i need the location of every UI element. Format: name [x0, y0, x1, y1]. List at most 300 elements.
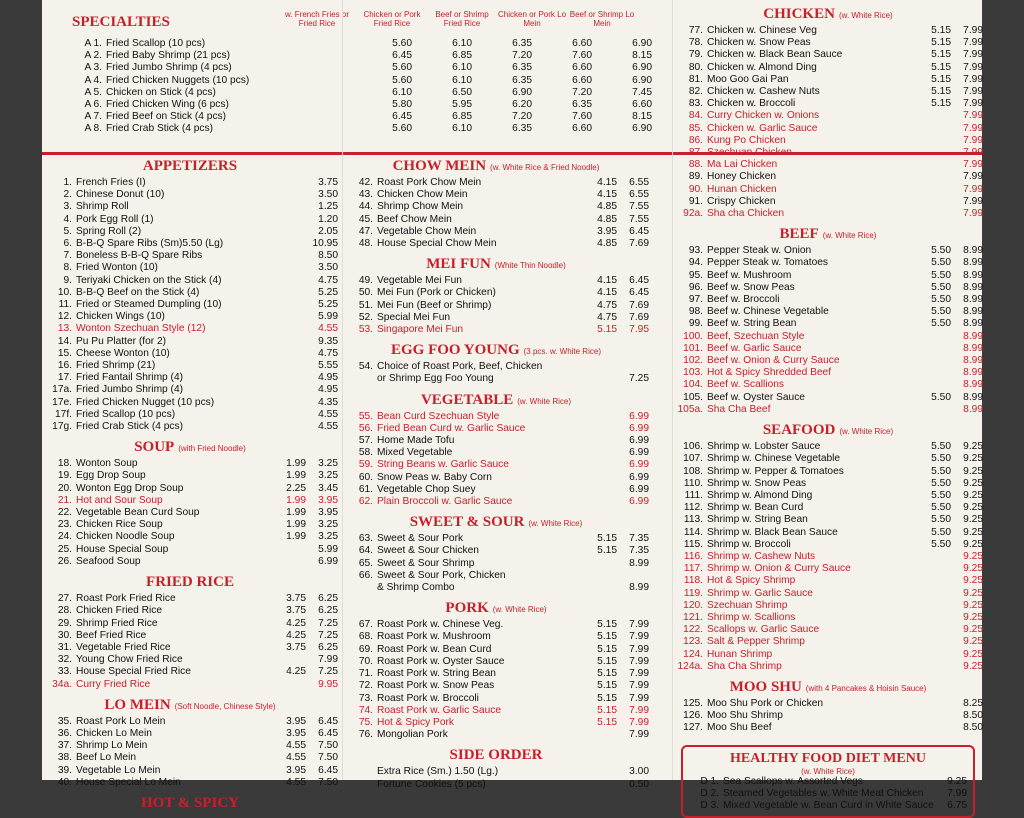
item-price-pt: [919, 612, 951, 624]
item-number: 123.: [683, 636, 703, 648]
item-price-pt: [919, 196, 951, 208]
item-price: 5.95: [452, 99, 472, 111]
menu-item-row: [343, 533, 649, 545]
section-title: [673, 422, 983, 439]
item-number: 94.: [688, 257, 703, 269]
item-number: 76.: [358, 729, 373, 741]
menu-item-row: [343, 656, 649, 668]
menu-item-row: [673, 453, 983, 465]
item-number: 17f.: [55, 408, 72, 420]
menu-item-row: [673, 514, 983, 526]
item-number: 38.: [57, 752, 72, 764]
item-number: 78.: [688, 37, 703, 49]
item-price-qt: 7.99: [629, 668, 649, 680]
menu-item-row: [42, 336, 338, 348]
item-price-qt: 6.99: [629, 483, 649, 495]
menu-item-row: [42, 397, 338, 409]
menu-item-row: [42, 262, 338, 274]
item-price-pt: [919, 588, 951, 600]
menu-item-row: [673, 171, 983, 183]
menu-item-row: [343, 582, 649, 594]
menu-item-row: [673, 612, 983, 624]
menu-item-row: [42, 458, 338, 470]
item-price-qt: 6.45: [629, 225, 649, 237]
item-name: & Shrimp Combo: [377, 582, 455, 594]
item-number: 20.: [57, 482, 72, 494]
item-price-pt: 4.15: [597, 287, 617, 299]
item-price-qt: 9.25: [963, 489, 983, 501]
item-name: Boneless B-B-Q Spare Ribs: [76, 250, 203, 262]
item-price-qt: 7.25: [318, 666, 338, 678]
menu-item-row: [673, 698, 983, 710]
item-price: 6.10: [452, 62, 472, 74]
item-price-qt: 3.00: [629, 766, 649, 778]
menu-item-row: [343, 644, 649, 656]
item-number: 113.: [683, 514, 703, 526]
item-name: Wonton Soup: [76, 458, 138, 470]
item-price-qt: 7.99: [629, 655, 649, 667]
menu-item-row: [42, 495, 338, 507]
item-number: 65.: [358, 557, 373, 569]
menu-item-row: [673, 527, 983, 539]
diet-item-row: [689, 776, 967, 788]
item-name: Moo Shu Beef: [707, 722, 772, 734]
item-price-pt: 4.15: [597, 177, 617, 188]
item-number: 115.: [683, 538, 703, 550]
item-number: A 6.: [84, 99, 102, 111]
item-name: Beef w. Snow Peas: [707, 281, 795, 293]
item-price-qt: 6.99: [629, 471, 649, 483]
item-number: 108.: [683, 465, 703, 477]
item-price: 6.60: [572, 74, 592, 86]
item-name: Shrimp w. Garlic Sauce: [707, 587, 813, 599]
specialties-header: Beef or Shrimp Lo Mein: [569, 10, 635, 28]
item-price-qt: 9.25: [963, 550, 983, 562]
item-number: 9.: [63, 274, 72, 286]
item-name: Roast Pork w. String Bean: [377, 668, 496, 680]
menu-item-row: [42, 679, 338, 691]
item-name: Mixed Vegetable w. Bean Curd in White Sauce: [723, 799, 934, 811]
menu-item-row: [42, 642, 338, 654]
item-name: B-B-Q Spare Ribs (Sm)5.50 (Lg): [76, 238, 224, 250]
menu-item-row: [343, 238, 649, 250]
menu-item-row: [343, 766, 649, 778]
menu-item-row: [343, 558, 649, 570]
item-name: Vegetable Fried Rice: [76, 641, 171, 653]
item-number: 49.: [358, 275, 373, 287]
item-name: Shrimp w. Broccoli: [707, 538, 791, 550]
item-name: Kung Po Chicken: [707, 134, 786, 146]
item-number: 31.: [57, 641, 72, 653]
item-price-qt: 9.25: [963, 502, 983, 514]
specialties-header: Chicken or Pork Lo Mein: [497, 10, 567, 28]
item-price-qt: 7.50: [318, 740, 338, 752]
item-number: 127.: [683, 722, 703, 734]
mooshu-title: MOO SHU: [729, 678, 802, 695]
item-price: 7.20: [512, 111, 532, 123]
item-number: 43.: [358, 189, 373, 201]
lomein-note: (Soft Noodle, Chinese Style): [174, 701, 276, 711]
menu-item-row: [343, 324, 649, 336]
item-name: Plain Broccoli w. Garlic Sauce: [377, 496, 513, 508]
item-number: 2.: [63, 189, 72, 201]
item-price: 7.60: [572, 50, 592, 62]
item-price-pt: 3.95: [286, 715, 306, 727]
item-price-qt: 8.99: [963, 330, 983, 342]
menu-item-row: [673, 710, 983, 722]
meifun-note: (White Thin Noodle): [494, 261, 566, 271]
item-name: Roast Pork Lo Mein: [76, 715, 166, 727]
item-price-pt: 4.85: [597, 213, 617, 225]
item-price-qt: 9.95: [318, 678, 338, 690]
item-price-pt: [274, 654, 306, 666]
item-number: 12.: [57, 311, 72, 323]
item-number: 36.: [57, 727, 72, 739]
menu-item-row: [673, 624, 983, 636]
item-number: 5.: [63, 225, 72, 237]
item-name: Sha cha Chicken: [707, 208, 785, 220]
item-name: or Shrimp Egg Foo Young: [377, 373, 494, 385]
menu-item-row: [42, 630, 338, 642]
item-number: 88.: [688, 159, 703, 171]
item-price: 6.90: [632, 38, 652, 49]
menu-item-row: [343, 472, 649, 484]
item-price-pt: [585, 570, 617, 582]
section-title: [673, 226, 983, 243]
item-price-qt: 8.99: [629, 582, 649, 594]
item-price-qt: 3.25: [318, 470, 338, 482]
section-title: [343, 600, 649, 617]
menu-item-row: [673, 539, 983, 551]
item-number: 70.: [358, 655, 373, 667]
item-number: 4.: [63, 213, 72, 225]
item-price: 5.60: [392, 62, 412, 74]
menu-item-row: [42, 238, 338, 250]
menu-item-row: [42, 507, 338, 519]
item-number: 71.: [358, 668, 373, 680]
item-price-qt: 7.25: [629, 373, 649, 385]
menu-item-row: [42, 201, 338, 213]
item-name: Fried Scallop (10 pcs): [106, 38, 206, 49]
item-price: 7.20: [512, 50, 532, 62]
item-price-qt: 9.25: [963, 611, 983, 623]
item-price-pt: [919, 135, 951, 147]
item-name: House Special Lo Mein: [76, 776, 181, 788]
item-price-pt: 3.75: [286, 593, 306, 605]
menu-item-row: [343, 496, 649, 508]
item-name: Chicken w. Cashew Nuts: [707, 86, 820, 98]
item-name: Cheese Wonton (10): [76, 347, 170, 359]
item-price-qt: 6.99: [629, 447, 649, 459]
item-name: Shrimp w. Cashew Nuts: [707, 550, 816, 562]
menu-item-row: [343, 570, 649, 582]
menu-item-row: [673, 62, 983, 74]
item-price-qt: 8.99: [629, 557, 649, 569]
menu-item-row: [343, 693, 649, 705]
item-price-qt: 6.55: [629, 177, 649, 188]
item-name: Mongolian Pork: [377, 729, 448, 741]
menu-item-row: [673, 466, 983, 478]
item-number: 23.: [57, 519, 72, 531]
item-name: Shrimp Chow Mein: [377, 201, 464, 213]
menu-item-row: [343, 459, 649, 471]
item-price-qt: 0.50: [629, 778, 649, 790]
item-number: 14.: [57, 335, 72, 347]
item-number: 120.: [683, 599, 703, 611]
menu-item-row: [343, 680, 649, 692]
item-name: Szechuan Chicken: [707, 147, 792, 159]
menu-item-row: [42, 189, 338, 201]
item-number: [343, 766, 377, 778]
item-price-pt: 1.99: [286, 458, 306, 470]
item-name: Bean Curd Szechuan Style: [377, 410, 500, 422]
seafood-title: SEAFOOD: [762, 422, 836, 439]
item-price-qt: 7.99: [629, 631, 649, 643]
menu-item-row: [673, 441, 983, 453]
item-name: Moo Shu Shrimp: [707, 710, 783, 722]
item-price: 9.25: [947, 775, 967, 787]
menu-item-row: [673, 294, 983, 306]
item-name: Beef w. Garlic Sauce: [707, 342, 802, 354]
item-number: 90.: [688, 183, 703, 195]
soup-title: SOUP: [134, 439, 175, 456]
item-name: B-B-Q Beef on the Stick (4): [76, 286, 200, 298]
item-number: 110.: [683, 477, 703, 489]
item-name: Sweet & Sour Chicken: [377, 545, 479, 557]
menu-item-row: [42, 593, 338, 605]
item-price-pt: 5.15: [597, 692, 617, 704]
item-price-qt: 7.95: [629, 324, 649, 336]
item-name: Young Chow Fried Rice: [76, 654, 183, 666]
item-number: 52.: [358, 311, 373, 323]
item-name: Special Mei Fun: [377, 311, 451, 323]
item-number: 24.: [57, 531, 72, 543]
item-name: Hot & Spicy Shredded Beef: [707, 367, 832, 379]
item-price-pt: [585, 459, 617, 471]
item-price-pt: [919, 404, 951, 416]
item-price: 1.25: [318, 201, 338, 213]
menu-item-row: [673, 404, 983, 416]
item-price-qt: 8.25: [963, 697, 983, 709]
item-price: 6.10: [392, 86, 412, 98]
item-name: Beef w. Chinese Vegetable: [707, 306, 829, 318]
menu-item-row: [42, 409, 338, 421]
item-price: 6.90: [512, 86, 532, 98]
item-price-pt: [585, 411, 617, 423]
item-price-qt: 7.50: [318, 776, 338, 788]
item-name: Shrimp w. Chinese Vegetable: [707, 453, 841, 465]
menu-item-row: [343, 435, 649, 447]
item-number: A 8.: [84, 123, 102, 135]
item-number: A 2.: [84, 50, 102, 62]
chowmein-note: (w. White Rice & Fried Noodle): [490, 163, 600, 172]
item-price-pt: [585, 361, 617, 373]
item-name: Shrimp w. Onion & Curry Sauce: [707, 563, 851, 575]
menu-item-row: [673, 367, 983, 379]
item-name: Extra Rice (Sm.) 1.50 (Lg.): [377, 766, 499, 778]
item-price: 5.80: [392, 99, 412, 111]
item-name: Vegetable Chow Mein: [377, 225, 477, 237]
item-number: 85.: [688, 122, 703, 134]
item-price-pt: 4.75: [597, 299, 617, 311]
menu-item-row: [42, 765, 338, 777]
item-name: Beef, Szechuan Style: [707, 330, 805, 342]
item-price-qt: 7.55: [629, 201, 649, 213]
item-price-pt: 5.15: [931, 49, 951, 61]
item-price-pt: [919, 367, 951, 379]
item-price-pt: 5.50: [931, 269, 951, 281]
item-price-qt: 6.45: [318, 764, 338, 776]
item-name: Chicken w. Garlic Sauce: [707, 122, 818, 134]
item-price-qt: 7.99: [963, 61, 983, 73]
middle-column: [342, 0, 649, 790]
item-price: 6.60: [632, 99, 652, 111]
item-name: Fortune Cookies (5 pcs): [377, 778, 486, 790]
item-price-pt: 5.15: [597, 533, 617, 545]
item-price: 6.35: [572, 99, 592, 111]
menu-item-row: [343, 423, 649, 435]
item-price-qt: 8.99: [963, 379, 983, 391]
menu-item-row: [343, 300, 649, 312]
chicken-title: CHICKEN: [763, 6, 835, 22]
item-number: 124a.: [677, 660, 703, 672]
specialties-header: w. French Fries or Fried Rice: [284, 10, 349, 28]
menu-item-row: [343, 545, 649, 557]
item-name: Beef w. String Bean: [707, 318, 797, 330]
item-name: Fried or Steamed Dumpling (10): [76, 299, 222, 311]
item-number: 80.: [688, 61, 703, 73]
section-title: [42, 158, 338, 175]
item-price-pt: 4.85: [597, 238, 617, 250]
item-number: 81.: [688, 73, 703, 85]
item-price-pt: 5.15: [597, 545, 617, 557]
item-name: Moo Shu Pork or Chicken: [707, 697, 824, 709]
menu-item-row: [343, 729, 649, 741]
menu-item-row: [42, 740, 338, 752]
item-number: 125.: [683, 697, 703, 709]
item-number: 66.: [358, 569, 373, 581]
item-price: 5.99: [318, 311, 338, 323]
menu-item-row: [673, 37, 983, 49]
item-name: Fried Crab Stick (4 pcs): [106, 123, 213, 135]
menu-item-row: [42, 226, 338, 238]
item-price-pt: [919, 698, 951, 710]
item-number: A 1.: [84, 38, 102, 49]
eggfooyoung-title: EGG FOO YOUNG: [391, 342, 520, 359]
item-price-pt: 5.15: [931, 61, 951, 73]
menu-item-row: [343, 189, 649, 201]
item-name: Vegetable Bean Curd Soup: [76, 507, 200, 519]
item-price-pt: 5.15: [597, 655, 617, 667]
item-name: Hot & Spicy Shrimp: [707, 575, 796, 587]
item-number: 33.: [57, 666, 72, 678]
item-price-qt: 7.99: [318, 654, 338, 666]
item-number: 17e.: [52, 396, 72, 408]
item-number: 26.: [57, 555, 72, 567]
item-price: 6.35: [512, 123, 532, 135]
item-number: 6.: [63, 238, 72, 250]
item-price-pt: 5.15: [931, 73, 951, 85]
menu-item-row: [673, 270, 983, 282]
item-number: 13.: [57, 323, 72, 335]
item-name: Chinese Donut (10): [76, 189, 165, 201]
item-price-qt: 6.45: [629, 287, 649, 299]
item-number: 93.: [688, 245, 703, 257]
item-number: 17g.: [52, 421, 72, 433]
item-price: 6.60: [572, 123, 592, 135]
item-name: Curry Chicken w. Onions: [707, 110, 820, 122]
item-price-pt: 5.15: [597, 668, 617, 680]
item-number: 57.: [358, 435, 373, 447]
item-price-pt: 4.15: [597, 189, 617, 201]
item-price-pt: 5.50: [931, 245, 951, 257]
item-number: A 7.: [84, 111, 102, 123]
item-price-qt: 3.25: [318, 531, 338, 543]
chicken-note: (w. White Rice): [838, 11, 893, 20]
item-price-pt: 5.50: [931, 502, 951, 514]
item-price-pt: 5.50: [931, 281, 951, 293]
menu-item-row: [343, 177, 649, 189]
item-name: Singapore Mei Fun: [377, 324, 464, 336]
menu-item-row: [673, 196, 983, 208]
item-name: Mei Fun (Beef or Shrimp): [377, 299, 492, 311]
item-name: Beef Fried Rice: [76, 629, 147, 641]
item-number: 15.: [57, 347, 72, 359]
item-price-pt: [919, 379, 951, 391]
menu-item-row: [673, 722, 983, 734]
item-price: 6.60: [572, 38, 592, 49]
item-price-qt: 9.25: [963, 624, 983, 636]
menu-item-row: [673, 563, 983, 575]
item-price-pt: 5.50: [931, 294, 951, 306]
item-price-qt: 8.99: [963, 306, 983, 318]
item-name: Snow Peas w. Baby Corn: [377, 471, 492, 483]
item-number: A 5.: [84, 86, 102, 98]
item-name: Chicken Lo Mein: [76, 727, 152, 739]
item-name: Pu Pu Platter (for 2): [76, 335, 167, 347]
item-price-qt: 7.99: [963, 73, 983, 85]
item-price: 10.95: [312, 238, 338, 250]
item-number: 73.: [358, 692, 373, 704]
item-name: Beef Lo Mein: [76, 752, 137, 764]
item-price-pt: [919, 331, 951, 343]
item-price: 2.05: [318, 225, 338, 237]
item-number: 112.: [683, 502, 703, 514]
item-price-pt: [919, 661, 951, 673]
item-price-pt: 5.50: [931, 465, 951, 477]
menu-item-row: [673, 245, 983, 257]
section-title: [42, 697, 338, 714]
item-price-pt: 2.25: [286, 482, 306, 494]
item-number: 105a.: [677, 403, 703, 415]
item-number: 122.: [683, 624, 703, 636]
item-name: Sea Scallops w. Assorted Vegs: [723, 775, 863, 787]
item-name: Chicken w. Chinese Veg: [707, 25, 817, 36]
menu-item-row: [343, 717, 649, 729]
item-price-qt: 7.99: [963, 208, 983, 220]
item-price: 6.35: [512, 74, 532, 86]
menu-item-row: [343, 287, 649, 299]
item-price: 4.95: [318, 372, 338, 384]
diet-note: (w. White Rice): [801, 766, 855, 776]
item-name: Shrimp w. Snow Peas: [707, 477, 807, 489]
item-price-qt: 3.25: [318, 519, 338, 531]
item-price-qt: 7.99: [629, 716, 649, 728]
item-price-pt: [274, 556, 306, 568]
item-price-qt: 9.25: [963, 453, 983, 465]
item-price-qt: 3.95: [318, 507, 338, 519]
item-price-pt: 3.95: [286, 727, 306, 739]
